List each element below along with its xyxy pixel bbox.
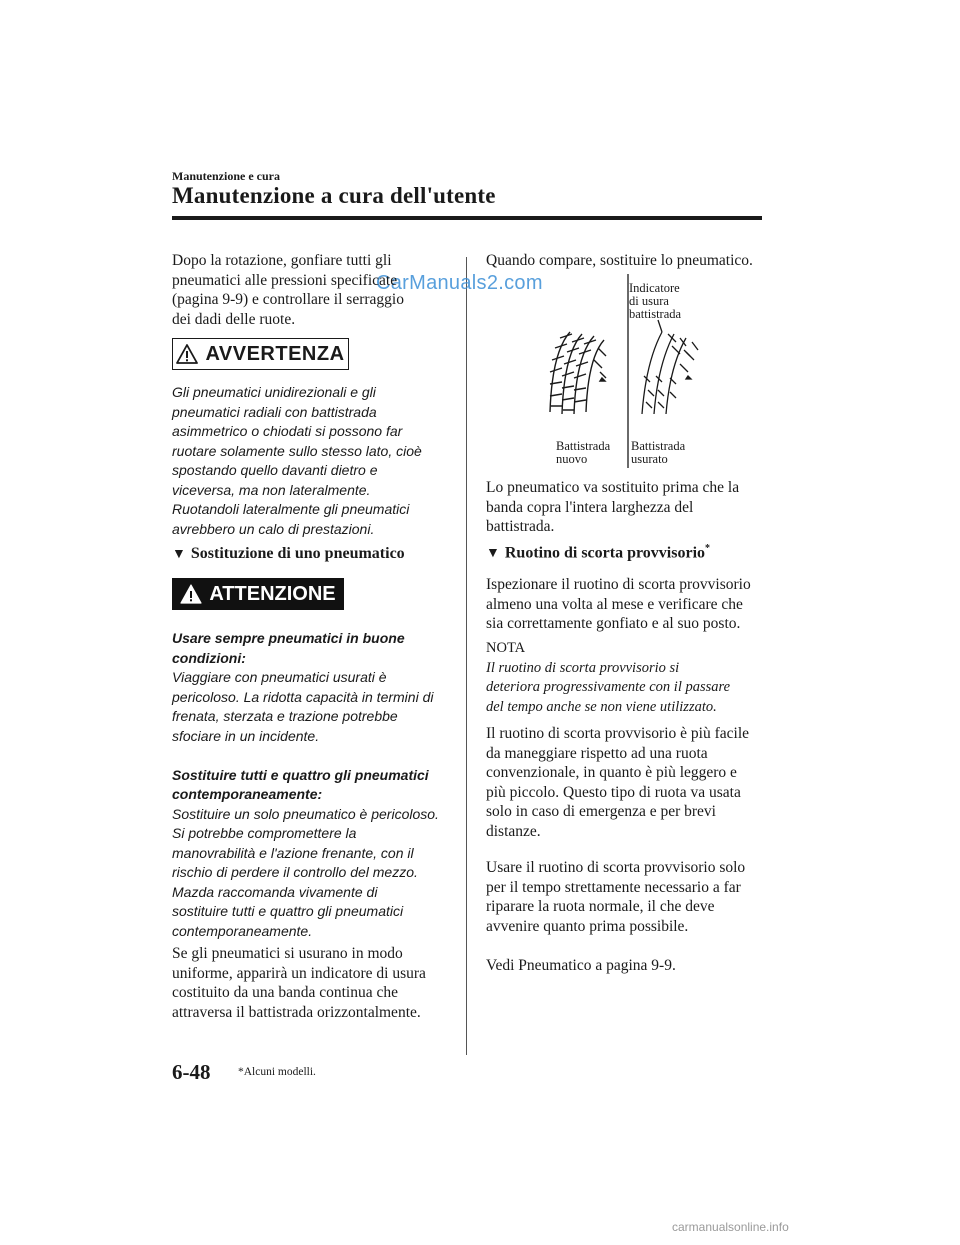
column-divider: [466, 257, 467, 1055]
subheading-text: Ruotino di scorta provvisorio: [504, 544, 706, 562]
caution-line: Si potrebbe compromettere la: [172, 825, 357, 841]
warning-line: pneumatici radiali con battistrada: [172, 403, 377, 420]
footnote-marker: *: [705, 543, 711, 554]
indicator-label-line: di usura: [629, 294, 669, 308]
warning-line: Ruotandoli lateralmente gli pneumatici: [172, 501, 410, 517]
caution-line: frenata, sterzata e trazione potrebbe: [172, 708, 398, 724]
warning-line: asimmetrico o chiodati si possono far: [172, 423, 403, 439]
intro-line: (pagina 9-9) e controllare il serraggio: [172, 291, 404, 308]
caution-line: manovrabilità e l'azione frenante, con il: [172, 844, 414, 861]
page-title: Manutenzione a cura dell'utente: [172, 183, 496, 208]
caution-line: sostituire tutti e quattro gli pneumatici: [172, 903, 404, 919]
subheading-spare-tire: [486, 543, 710, 562]
indicator-label: [629, 282, 681, 321]
warning-text: [172, 383, 462, 539]
para-line: da maneggiare rispetto ad una ruota: [486, 744, 708, 762]
site-footer: carmanualsonline.info: [672, 1220, 789, 1234]
intro-paragraph: [172, 251, 457, 329]
note-line: Il ruotino di scorta provvisorio si: [486, 659, 680, 676]
closing-paragraph: [172, 944, 462, 1022]
para-line: Il ruotino di scorta provvisorio è più facile: [486, 725, 750, 742]
caution-line: Viaggiare con pneumatici usurati è: [172, 669, 387, 685]
warning-line: viceversa, ma non lateralmente.: [172, 481, 371, 498]
caution-line: sfociare in un incidente.: [172, 727, 320, 744]
warning-line: avrebbero un calo di prestazioni.: [172, 520, 375, 537]
worn-tread-label: [631, 440, 685, 466]
para-line: riparare la ruota normale, il che deve: [486, 898, 715, 915]
para-line: convenzionale, in quanto è più leggero e: [486, 764, 737, 781]
new-tread-label-line: nuovo: [556, 452, 588, 466]
triangle-marker-icon: ▼: [172, 547, 186, 562]
indicator-label-line: Indicatore: [629, 281, 680, 295]
caution-line: Sostituire un solo pneumatico è pericoloso.: [172, 805, 439, 822]
para-line: più piccolo. Questo tipo di ruota va usata: [486, 783, 741, 801]
closing-line: uniforme, apparirà un indicatore di usura: [172, 964, 426, 982]
subheading-tire-replacement: [172, 545, 405, 563]
note-line: del tempo anche se non viene utilizzato.: [486, 698, 717, 715]
spare-duration-paragraph: [486, 858, 771, 936]
para-line: solo in caso di emergenza e per brevi: [486, 803, 716, 820]
note-label: NOTA: [486, 640, 526, 656]
para-line: Ispezionare il ruotino di scorta provvisorio: [486, 576, 751, 593]
caution-label-text: ATTENZIONE: [209, 582, 336, 605]
header-rule: [172, 216, 762, 220]
caution-title-line: Sostituire tutti e quattro gli pneumatici: [172, 766, 429, 783]
closing-line: Se gli pneumatici si usurano in modo: [172, 945, 403, 962]
warning-line: spostando quello davanti dietro e: [172, 462, 378, 478]
worn-tread-label-line: Battistrada: [631, 439, 686, 453]
caution-title-line: Usare sempre pneumatici in buone: [172, 630, 405, 646]
intro-line: dei dadi delle ruote.: [172, 310, 296, 328]
para-line: almeno una volta al mese e verificare che: [486, 595, 743, 613]
worn-tread-label-line: usurato: [631, 452, 668, 466]
para-line: banda copra l'intera larghezza del: [486, 498, 694, 516]
note-line: deteriora progressivamente con il passare: [486, 679, 731, 695]
caution-line: rischio di perdere il controllo del mezzo.: [172, 864, 418, 880]
caution-line: contemporaneamente.: [172, 922, 313, 939]
caution-triangle-icon: [180, 584, 202, 604]
inspection-paragraph: [486, 575, 771, 634]
warning-line: Gli pneumatici unidirezionali e gli: [172, 384, 376, 400]
new-tread-label-line: Battistrada: [556, 439, 611, 453]
subheading-text: Sostituzione di uno pneumatico: [190, 545, 405, 562]
caution-line: pericoloso. La ridotta capacità in termini di: [172, 688, 434, 705]
warning-triangle-icon: [176, 344, 198, 364]
warning-line: ruotare solamente sullo stesso lato, cioè: [172, 442, 422, 459]
para-line: Usare il ruotino di scorta provvisorio solo: [486, 859, 746, 876]
spare-usage-paragraph: [486, 724, 771, 841]
warning-label-text: AVVERTENZA: [205, 342, 345, 365]
para-line: Lo pneumatico va sostituito prima che la: [486, 479, 740, 496]
para-line: distanze.: [486, 822, 541, 840]
watermark-text: CarManuals2.com: [376, 272, 543, 294]
closing-line: costituito da una banda continua che: [172, 984, 398, 1001]
page-number: 6-48: [172, 1060, 211, 1084]
para-line: per il tempo strettamente necessario a far: [486, 878, 741, 896]
caution-line: Mazda raccomanda vivamente di: [172, 883, 378, 900]
triangle-marker-icon: ▼: [486, 546, 500, 562]
new-tread-label: [556, 440, 610, 466]
right-intro: Quando compare, sostituire lo pneumatico.: [486, 252, 753, 269]
intro-line: Dopo la rotazione, gonfiare tutti gli: [172, 252, 392, 269]
caution-title-line: condizioni:: [172, 649, 246, 666]
para-line: avvenire quanto prima possibile.: [486, 917, 689, 935]
intro-line: pneumatici alle pressioni specificate: [172, 271, 398, 289]
caution-block: [172, 629, 464, 941]
replacement-paragraph: [486, 478, 771, 537]
footnote: *Alcuni modelli.: [238, 1066, 316, 1078]
indicator-label-line: battistrada: [629, 307, 682, 321]
caution-label: [172, 578, 344, 610]
warning-label: [172, 338, 349, 370]
reference-paragraph: Vedi Pneumatico a pagina 9-9.: [486, 957, 676, 974]
section-label: Manutenzione e cura: [172, 169, 280, 183]
para-line: battistrada.: [486, 518, 555, 535]
note-block: [486, 639, 771, 717]
para-line: sia correttamente gonfiato e al suo posto.: [486, 615, 741, 632]
caution-title-line: contemporaneamente:: [172, 786, 323, 802]
closing-line: attraversa il battistrada orizzontalmente.: [172, 1003, 421, 1021]
